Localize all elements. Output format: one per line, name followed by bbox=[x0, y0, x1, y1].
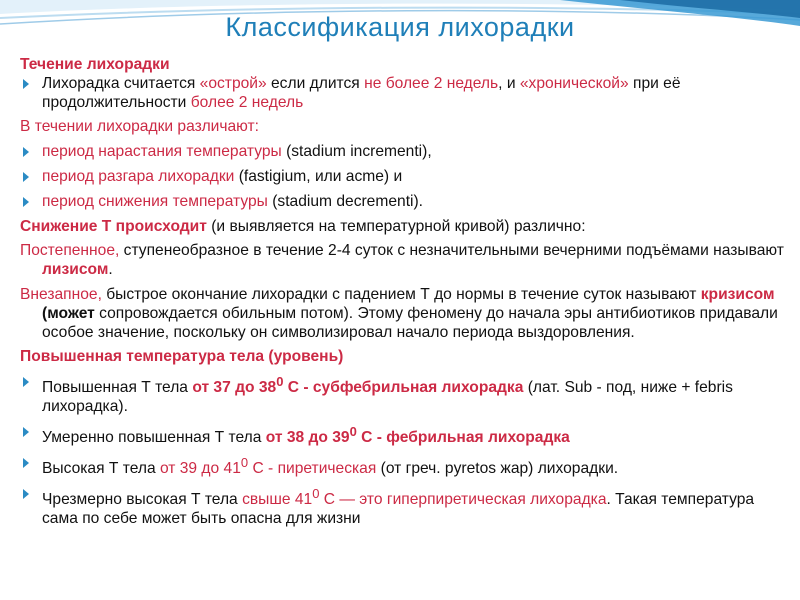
level-item bbox=[20, 423, 792, 448]
text-segment: , и bbox=[498, 74, 520, 92]
bullet-arrow-icon bbox=[23, 79, 29, 89]
period-item bbox=[20, 193, 792, 212]
slide-title: Классификация лихорадки bbox=[225, 12, 575, 42]
bullet-arrow-icon bbox=[23, 458, 29, 468]
text-segment: (лат. Sub - под, ниже + febris лихорадка). bbox=[42, 379, 733, 416]
bullet-arrow-icon bbox=[23, 197, 29, 207]
text-segment: Высокая Т тела bbox=[42, 460, 160, 478]
text-segment: от 39 до 41 bbox=[159, 460, 241, 478]
period-name: период снижения температуры bbox=[42, 192, 268, 210]
text-segment: . bbox=[108, 261, 113, 279]
period-name: период разгара лихорадки bbox=[42, 167, 235, 185]
text-segment: свыше 41 bbox=[242, 491, 313, 509]
bullet-arrow-icon bbox=[23, 377, 29, 387]
chronic-term: «хронической» bbox=[519, 74, 629, 92]
text-segment: Повышенная Т тела bbox=[42, 379, 193, 397]
text-segment: . Такая температура сама по себе может быть опасна для жизни bbox=[42, 491, 755, 527]
crisis-lead: Внезапное, bbox=[20, 285, 102, 303]
level-heading: Повышенная температура тела (уровень) bbox=[20, 348, 344, 366]
text-segment: быстрое окончание лихорадки с падением Т до нормы в течение суток называют bbox=[101, 285, 701, 303]
decrease-heading-bold: Снижение Т происходит bbox=[20, 217, 207, 235]
periods-intro: В течении лихорадки различают: bbox=[20, 118, 260, 136]
fever-type: С - фебрильная лихорадка bbox=[356, 429, 570, 447]
acute-term: «острой» bbox=[199, 74, 267, 92]
temperature-range bbox=[192, 374, 524, 397]
period-latin: (stadium incrementi), bbox=[281, 143, 432, 161]
fever-type: С — это гиперпиретическая лихорадка bbox=[319, 491, 607, 509]
lysis-paragraph bbox=[20, 242, 792, 280]
level-item bbox=[20, 454, 792, 479]
period-latin: (stadium decrementi). bbox=[267, 192, 424, 210]
period-name: период нарастания температуры bbox=[42, 143, 282, 161]
temperature-range bbox=[242, 485, 607, 509]
text-segment: (может bbox=[42, 304, 95, 322]
crisis-paragraph bbox=[20, 286, 792, 342]
course-duration-bullet bbox=[20, 75, 792, 113]
period-latin: (fastigium, или acme) и bbox=[234, 167, 403, 185]
temperature-range bbox=[159, 454, 377, 478]
decrease-heading bbox=[20, 218, 792, 237]
bullet-arrow-icon bbox=[23, 489, 29, 499]
level-item bbox=[20, 373, 792, 417]
text-segment: Чрезмерно высокая Т тела bbox=[42, 491, 243, 509]
crisis-term: кризисом bbox=[700, 285, 775, 303]
fever-type: С - субфебрильная лихорадка bbox=[283, 379, 524, 397]
temperature-range bbox=[265, 423, 570, 447]
text-segment: (и выявляется на температурной кривой) различно: bbox=[206, 217, 586, 235]
text-segment: ступенеобразное в течение 2-4 суток с незначительными вечерними подъёмами называют bbox=[119, 242, 784, 260]
lysis-term: лизисом bbox=[42, 261, 109, 279]
text-segment: при её продолжительности bbox=[42, 74, 681, 111]
period-item bbox=[20, 143, 792, 162]
bullet-arrow-icon bbox=[23, 427, 29, 437]
degree-sup: 0 bbox=[349, 423, 357, 439]
text-segment: (от греч. pyretos жар) лихорадки. bbox=[376, 460, 619, 478]
acute-duration: не более 2 недель bbox=[364, 74, 499, 92]
degree-sup: 0 bbox=[240, 454, 249, 470]
degree-sup: 0 bbox=[276, 374, 284, 390]
bullet-arrow-icon bbox=[23, 147, 29, 157]
bullet-arrow-icon bbox=[23, 172, 29, 182]
level-item bbox=[20, 485, 792, 529]
fever-type: С - пиретическая bbox=[248, 460, 377, 478]
course-heading: Течение лихорадки bbox=[20, 56, 170, 73]
degree-sup: 0 bbox=[312, 485, 320, 501]
text-segment: от 38 до 39 bbox=[265, 429, 350, 447]
lysis-lead: Постепенное, bbox=[20, 242, 120, 260]
text-segment: сопровождается обильным потом). Этому феномену до начала эры антибиотиков придавали особое значение, поскольку он символизировал начало периода выздоровления. bbox=[42, 304, 778, 341]
chronic-duration: более 2 недель bbox=[190, 93, 304, 111]
text-segment: если длится bbox=[266, 74, 365, 92]
text-segment: Умеренно повышенная Т тела bbox=[42, 429, 266, 447]
slide-body bbox=[20, 56, 792, 535]
text-segment: Лихорадка считается bbox=[42, 74, 200, 92]
period-item bbox=[20, 168, 792, 187]
text-segment: от 37 до 38 bbox=[192, 379, 277, 397]
